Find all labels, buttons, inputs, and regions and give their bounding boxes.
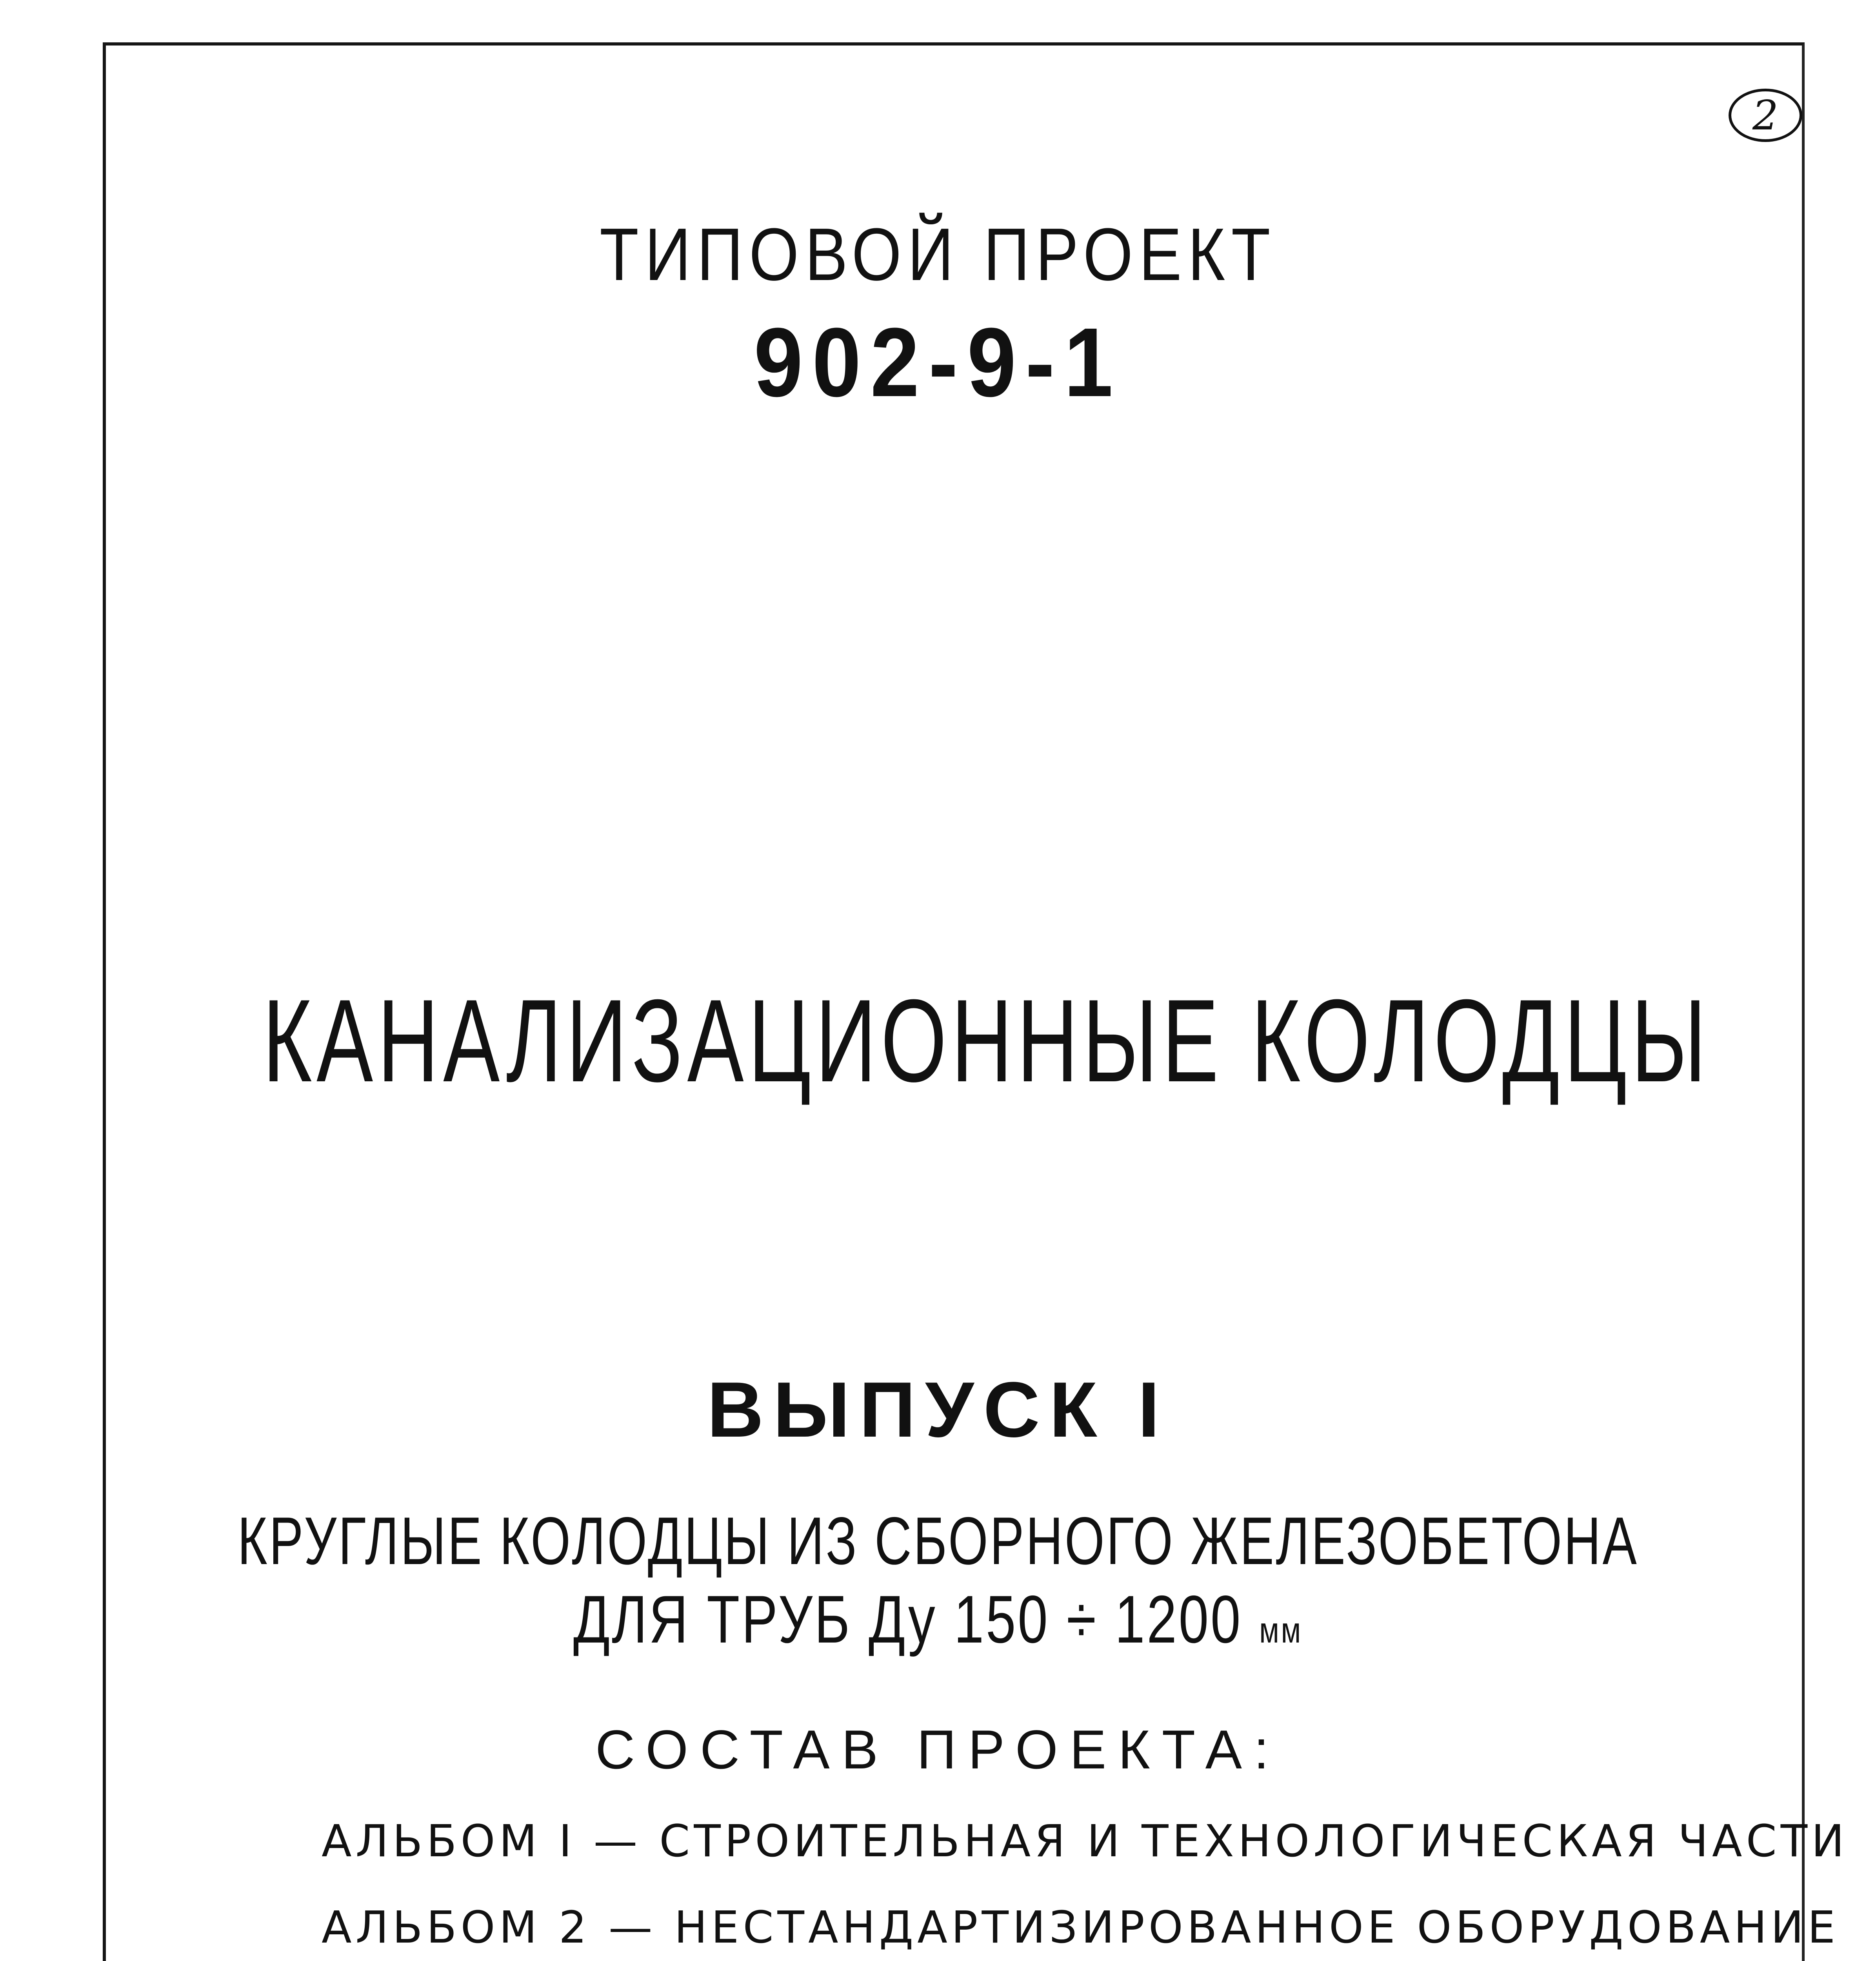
issue-label: ВЫПУСК I: [707, 1366, 1169, 1453]
main-title: КАНАЛИЗАЦИОННЫЕ КОЛОДЦЫ: [262, 975, 1711, 1106]
unit-label: мм: [1259, 1610, 1303, 1650]
sheet-number: 2: [1729, 89, 1802, 142]
album-list-item: АЛЬБОМ I — СТРОИТЕЛЬНАЯ И ТЕХНОЛОГИЧЕСКАЯ ЧАСТИ: [322, 1816, 1848, 1867]
pipe-range: ДЛЯ ТРУБ Ду 150 ÷ 1200: [573, 1582, 1243, 1657]
issue-description-line1: КРУГЛЫЕ КОЛОДЦЫ ИЗ СБОРНОГО ЖЕЛЕЗОБЕТОНА: [237, 1503, 1639, 1579]
composition-heading: СОСТАВ ПРОЕКТА:: [595, 1719, 1281, 1780]
project-code: 902-9-1: [754, 307, 1122, 417]
project-type: ТИПОВОЙ ПРОЕКТ: [600, 213, 1276, 296]
album-list-item: АЛЬБОМ 2 — НЕСТАНДАРТИЗИРОВАННОЕ ОБОРУДОВАНИЕ: [322, 1902, 1840, 1953]
issue-description-line2: [187, 1581, 1688, 1658]
